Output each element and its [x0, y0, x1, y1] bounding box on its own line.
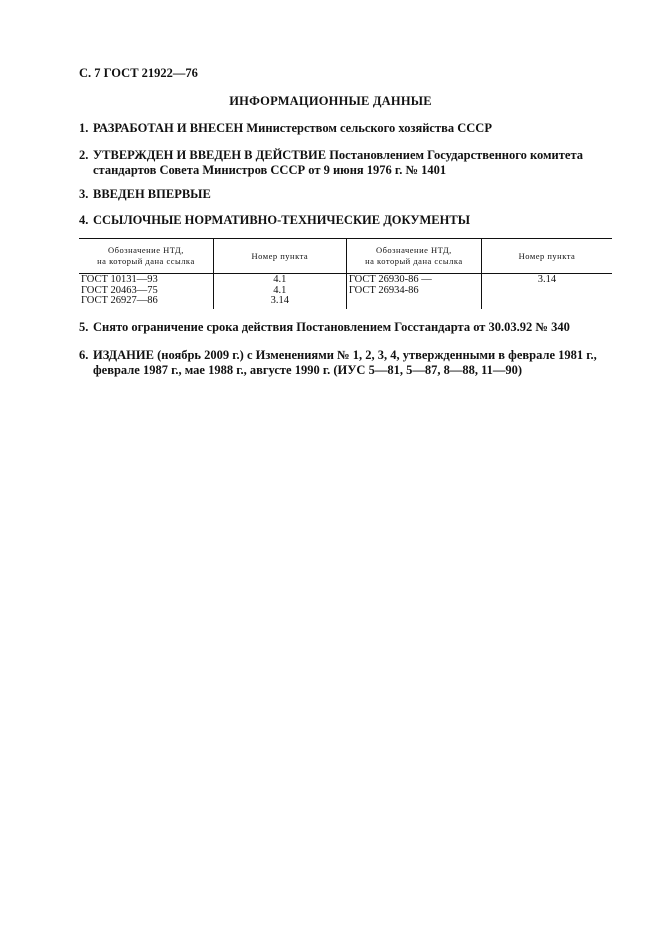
item-number: 5. — [79, 320, 89, 334]
item-lead: ВВЕДЕН ВПЕРВЫЕ — [93, 187, 211, 201]
table-row — [79, 274, 612, 310]
item-text: Постановлением Государственного комитета стандартов Совета Министров СССР от 9 июня 1976 г. № 1401 — [93, 148, 583, 177]
item-lead: УТВЕРЖДЕН И ВВЕДЕН В ДЕЙСТВИЕ — [93, 148, 327, 162]
section-title: ИНФОРМАЦИОННЫЕ ДАННЫЕ — [229, 94, 432, 108]
page-header: С. 7 ГОСТ 21922—76 — [79, 66, 198, 80]
item-number: 6. — [79, 348, 89, 362]
right-docs-cell: ГОСТ 26930-86 — ГОСТ 26934-86 — [346, 274, 481, 310]
header-ntd-left: Обозначение НТД, на который дана ссылка — [79, 239, 213, 274]
item-text: Снято ограничение срока действия Постановлением Госстандарта от 30.03.92 № 340 — [93, 320, 570, 334]
item-number: 2. — [79, 148, 89, 162]
left-docs-cell: ГОСТ 10131—93 ГОСТ 20463—75 ГОСТ 26927—86 — [81, 274, 158, 306]
item-number: 1. — [79, 121, 89, 135]
item-lead: ИЗДАНИЕ — [93, 348, 154, 362]
right-points-cell: 3.14 — [481, 274, 612, 310]
left-points-cell: 4.1 4.1 3.14 — [213, 274, 346, 310]
reference-documents-table — [79, 238, 612, 309]
item-lead: ССЫЛОЧНЫЕ НОРМАТИВНО-ТЕХНИЧЕСКИЕ ДОКУМЕНТЫ — [93, 213, 470, 227]
table-header-row — [79, 239, 612, 274]
item-number: 3. — [79, 187, 89, 201]
item-number: 4. — [79, 213, 89, 227]
item-text: (ноябрь 2009 г.) с Изменениями № 1, 2, 3, 4, утвержденными в феврале 1981 г., феврале 1987 г., мае 1988 г., августе 1990 г. (ИУС 5—81, 5—87, 8—88, 11—90) — [93, 348, 597, 377]
header-ntd-right: Обозначение НТД, на который дана ссылка — [346, 239, 481, 274]
item-text: Министерством сельского хозяйства СССР — [243, 121, 492, 135]
header-point-left: Номер пункта — [213, 239, 346, 274]
item-lead: РАЗРАБОТАН И ВНЕСЕН — [93, 121, 244, 135]
header-point-right: Номер пункта — [481, 239, 612, 274]
